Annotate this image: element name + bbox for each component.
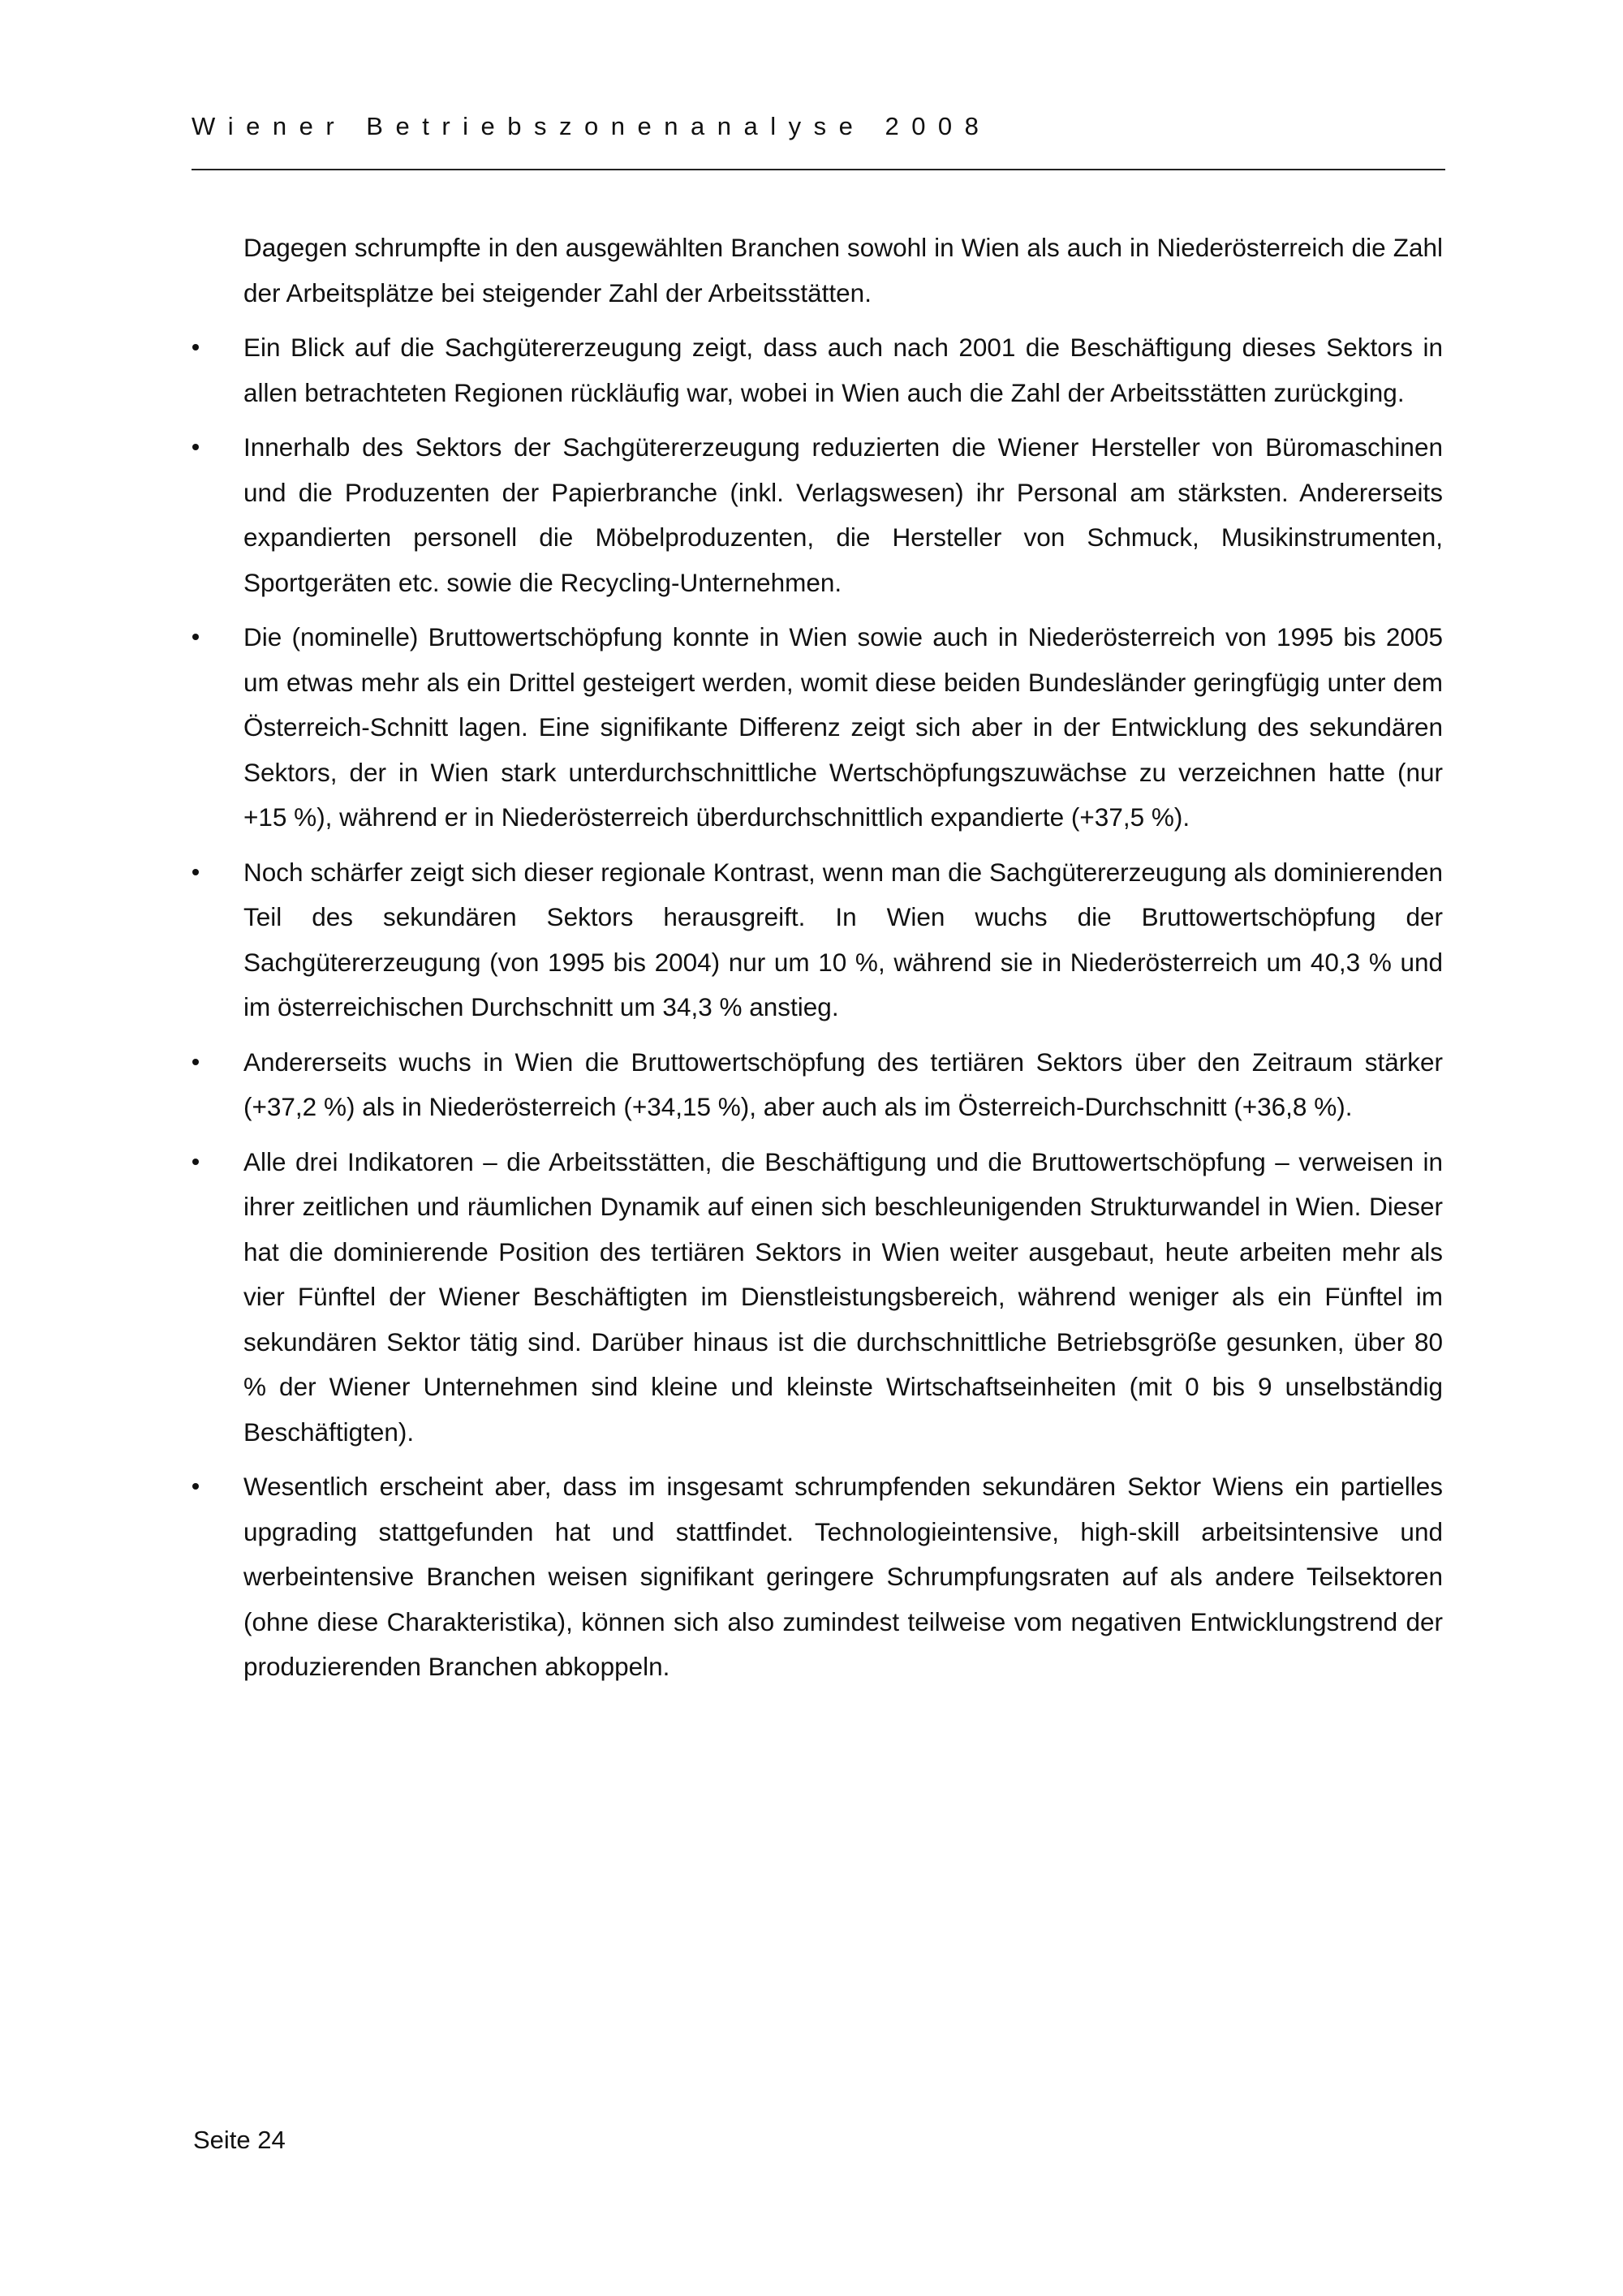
bullet-item <box>243 325 1443 415</box>
bullet-icon <box>192 1059 199 1065</box>
body-text <box>243 226 1443 1700</box>
bullet-list <box>243 325 1443 1690</box>
bullet-icon <box>192 1483 199 1490</box>
bullet-text: Alle drei Indikatoren – die Arbeitsstätten, die Beschäftigung und die Bruttowertschöpfung – verweisen in ihrer zeitlichen und räumlichen Dynamik auf einen sich beschleunigenden Strukturwandel in Wien. Dieser hat die dominierende Position des tertiären Sektors in Wien weiter ausgebaut, heute arbeiten mehr als vier Fünftel der Wiener Beschäftigten im Dienstleistungsbereich, während weniger als ein Fünftel im sekundären Sektor tätig sind. Darüber hinaus ist die durchschnittliche Betriebsgröße gesunken, über 80 % der Wiener Unternehmen sind kleine und kleinste Wirtschaftseinheiten (mit 0 bis 9 unselbständig Beschäftigten). <box>243 1146 1443 1447</box>
bullet-item <box>243 425 1443 605</box>
intro-paragraph: Dagegen schrumpfte in den ausgewählten Branchen sowohl in Wien als auch in Niederösterreich die Zahl der Arbeitsplätze bei steigender Zahl der Arbeitsstätten. <box>243 233 1443 307</box>
bullet-icon <box>192 634 199 640</box>
bullet-item <box>243 1464 1443 1690</box>
bullet-icon <box>192 344 199 350</box>
bullet-item <box>243 1140 1443 1455</box>
page-number: Seite 24 <box>193 2126 286 2154</box>
header-rule <box>192 169 1445 170</box>
bullet-text: Ein Blick auf die Sachgütererzeugung zeigt, dass auch nach 2001 die Beschäftigung dieses Sektors in allen betrachteten Regionen rückläufig war, wobei in Wien auch die Zahl der Arbeitsstätten zurückging. <box>243 333 1443 407</box>
bullet-item <box>243 1040 1443 1130</box>
bullet-icon <box>192 444 199 450</box>
bullet-text: Innerhalb des Sektors der Sachgütererzeugung reduzierten die Wiener Hersteller von Büromaschinen und die Produzenten der Papierbranche (inkl. Verlagswesen) ihr Personal am stärksten. Andererseits expandierten personell die Möbelproduzenten, die Hersteller von Schmuck, Musikinstrumenten, Sportgeräten etc. sowie die Recycling-Unternehmen. <box>243 432 1443 597</box>
bullet-item <box>243 850 1443 1030</box>
bullet-text: Noch schärfer zeigt sich dieser regionale Kontrast, wenn man die Sachgütererzeugung als dominierenden Teil des sekundären Sektors herausgreift. In Wien wuchs die Bruttowertschöpfung der Sachgütererzeugung (von 1995 bis 2004) nur um 10 %, während sie in Niederösterreich um 40,3 % und im österreichischen Durchschnitt um 34,3 % anstieg. <box>243 857 1443 1021</box>
bullet-item <box>243 615 1443 841</box>
bullet-text: Die (nominelle) Bruttowertschöpfung konnte in Wien sowie auch in Niederösterreich von 1995 bis 2005 um etwas mehr als ein Drittel gesteigert werden, womit diese beiden Bundesländer geringfügig unter dem Österreich-Schnitt lagen. Eine signifikante Differenz zeigt sich aber in der Entwicklung des sekundären Sektors, der in Wien stark unterdurchschnittliche Wertschöpfungszuwächse zu verzeichnen hatte (nur +15 %), während er in Niederösterreich überdurchschnittlich expandierte (+37,5 %). <box>243 622 1443 832</box>
bullet-icon <box>192 1159 199 1165</box>
running-header: Wiener Betriebszonenanalyse 2008 <box>192 112 992 140</box>
bullet-text: Wesentlich erscheint aber, dass im insgesamt schrumpfenden sekundären Sektor Wiens ein partielles upgrading stattgefunden hat und stattfindet. Technologieintensive, high-skill arbeitsintensive und werbeintensive Branchen weisen signifikant geringere Schrumpfungsraten auf als andere Teilsektoren (ohne diese Charakteristika), können sich also zumindest teilweise vom negativen Entwicklungstrend der produzierenden Branchen abkoppeln. <box>243 1472 1443 1681</box>
bullet-icon <box>192 869 199 875</box>
bullet-text: Andererseits wuchs in Wien die Bruttowertschöpfung des tertiären Sektors über den Zeitraum stärker (+37,2 %) als in Niederösterreich (+34,15 %), aber auch als im Österreich-Durchschnitt (+36,8 %). <box>243 1047 1443 1121</box>
